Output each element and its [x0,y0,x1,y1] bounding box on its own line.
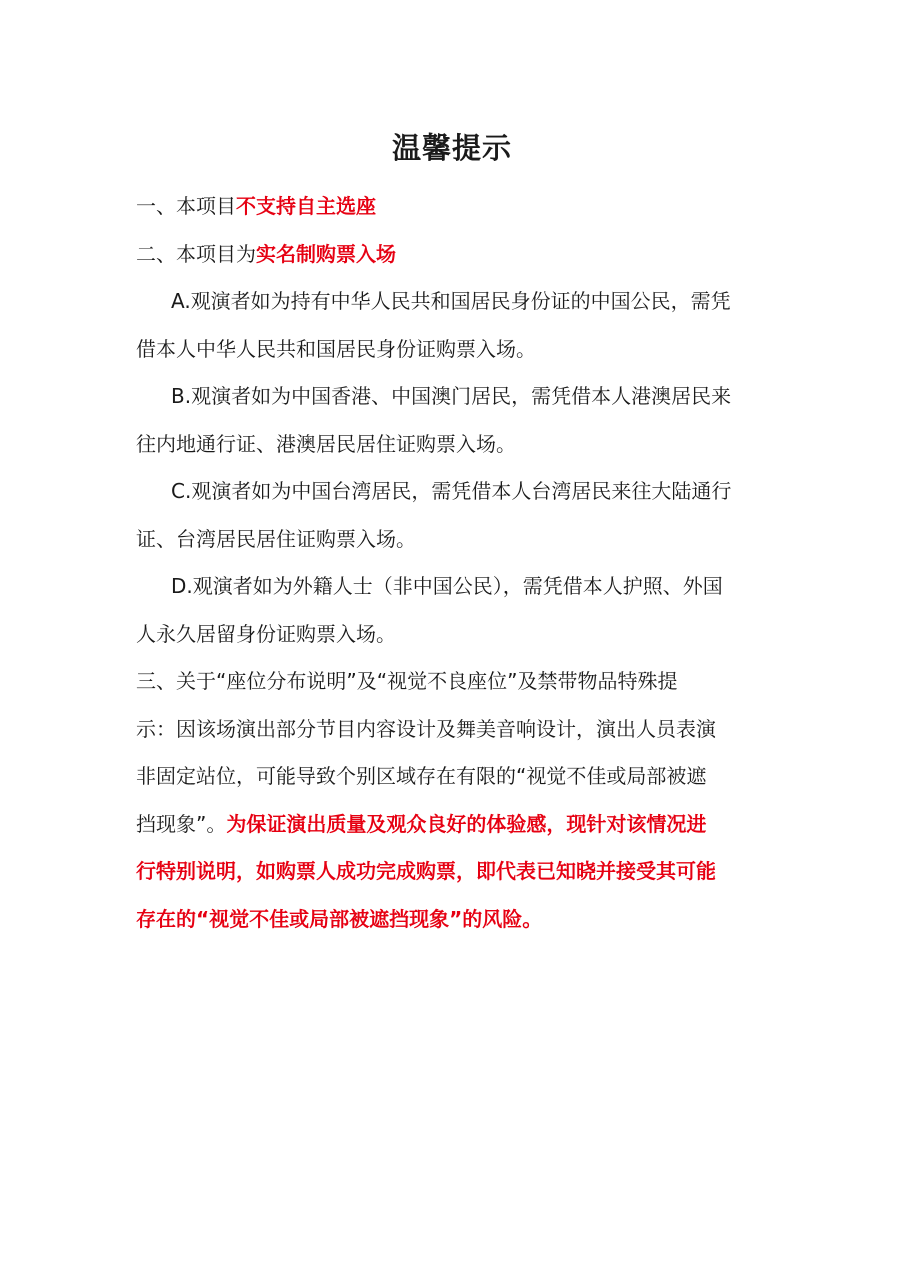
sub-b-line-2: 往内地通行证、港澳居民居住证购票入场。 [136,432,516,456]
item-1 [136,190,776,222]
item-2-highlight: 实名制购票入场 [256,242,396,266]
item-3-line-5: 行特别说明，如购票人成功完成购票，即代表已知晓并接受其可能 [136,859,716,883]
item-2-prefix: 二、本项目为 [136,242,256,266]
item-3-line-3: 非固定站位，可能导致个别区域存在有限的“视觉不佳或局部被遮 [136,764,707,788]
item-1-prefix: 一、本项目 [136,194,236,218]
sub-b-line-1: B.观演者如为中国香港、中国澳门居民，需凭借本人港澳居民来 [171,384,732,408]
sub-a-line-1: A.观演者如为持有中华人民共和国居民身份证的中国公民，需凭 [171,289,731,313]
item-3-line-4-red: 为保证演出质量及观众良好的体验感，现针对该情况进 [226,812,707,836]
sub-a-line-2: 借本人中华人民共和国居民身份证购票入场。 [136,337,536,361]
item-2 [136,238,776,270]
item-3-line-4 [136,808,776,840]
item-3-line-4-normal: 挡现象”。 [136,812,227,836]
item-1-highlight: 不支持自主选座 [236,194,376,218]
sub-d-line-1: D.观演者如为外籍人士（非中国公民），需凭借本人护照、外国 [171,574,723,598]
sub-c-line-1: C.观演者如为中国台湾居民，需凭借本人台湾居民来往大陆通行 [171,479,732,503]
item-3-line-2: 示：因该场演出部分节目内容设计及舞美音响设计，演出人员表演 [136,717,716,741]
sub-d-line-2: 人永久居留身份证购票入场。 [136,622,396,646]
item-3-line-6: 存在的“视觉不佳或局部被遮挡现象”的风险。 [136,907,543,931]
sub-c-line-2: 证、台湾居民居住证购票入场。 [136,527,416,551]
page-title: 温馨提示 [391,131,512,165]
item-3-line-1: 三、关于“座位分布说明”及“视觉不良座位”及禁带物品特殊提 [136,669,678,693]
